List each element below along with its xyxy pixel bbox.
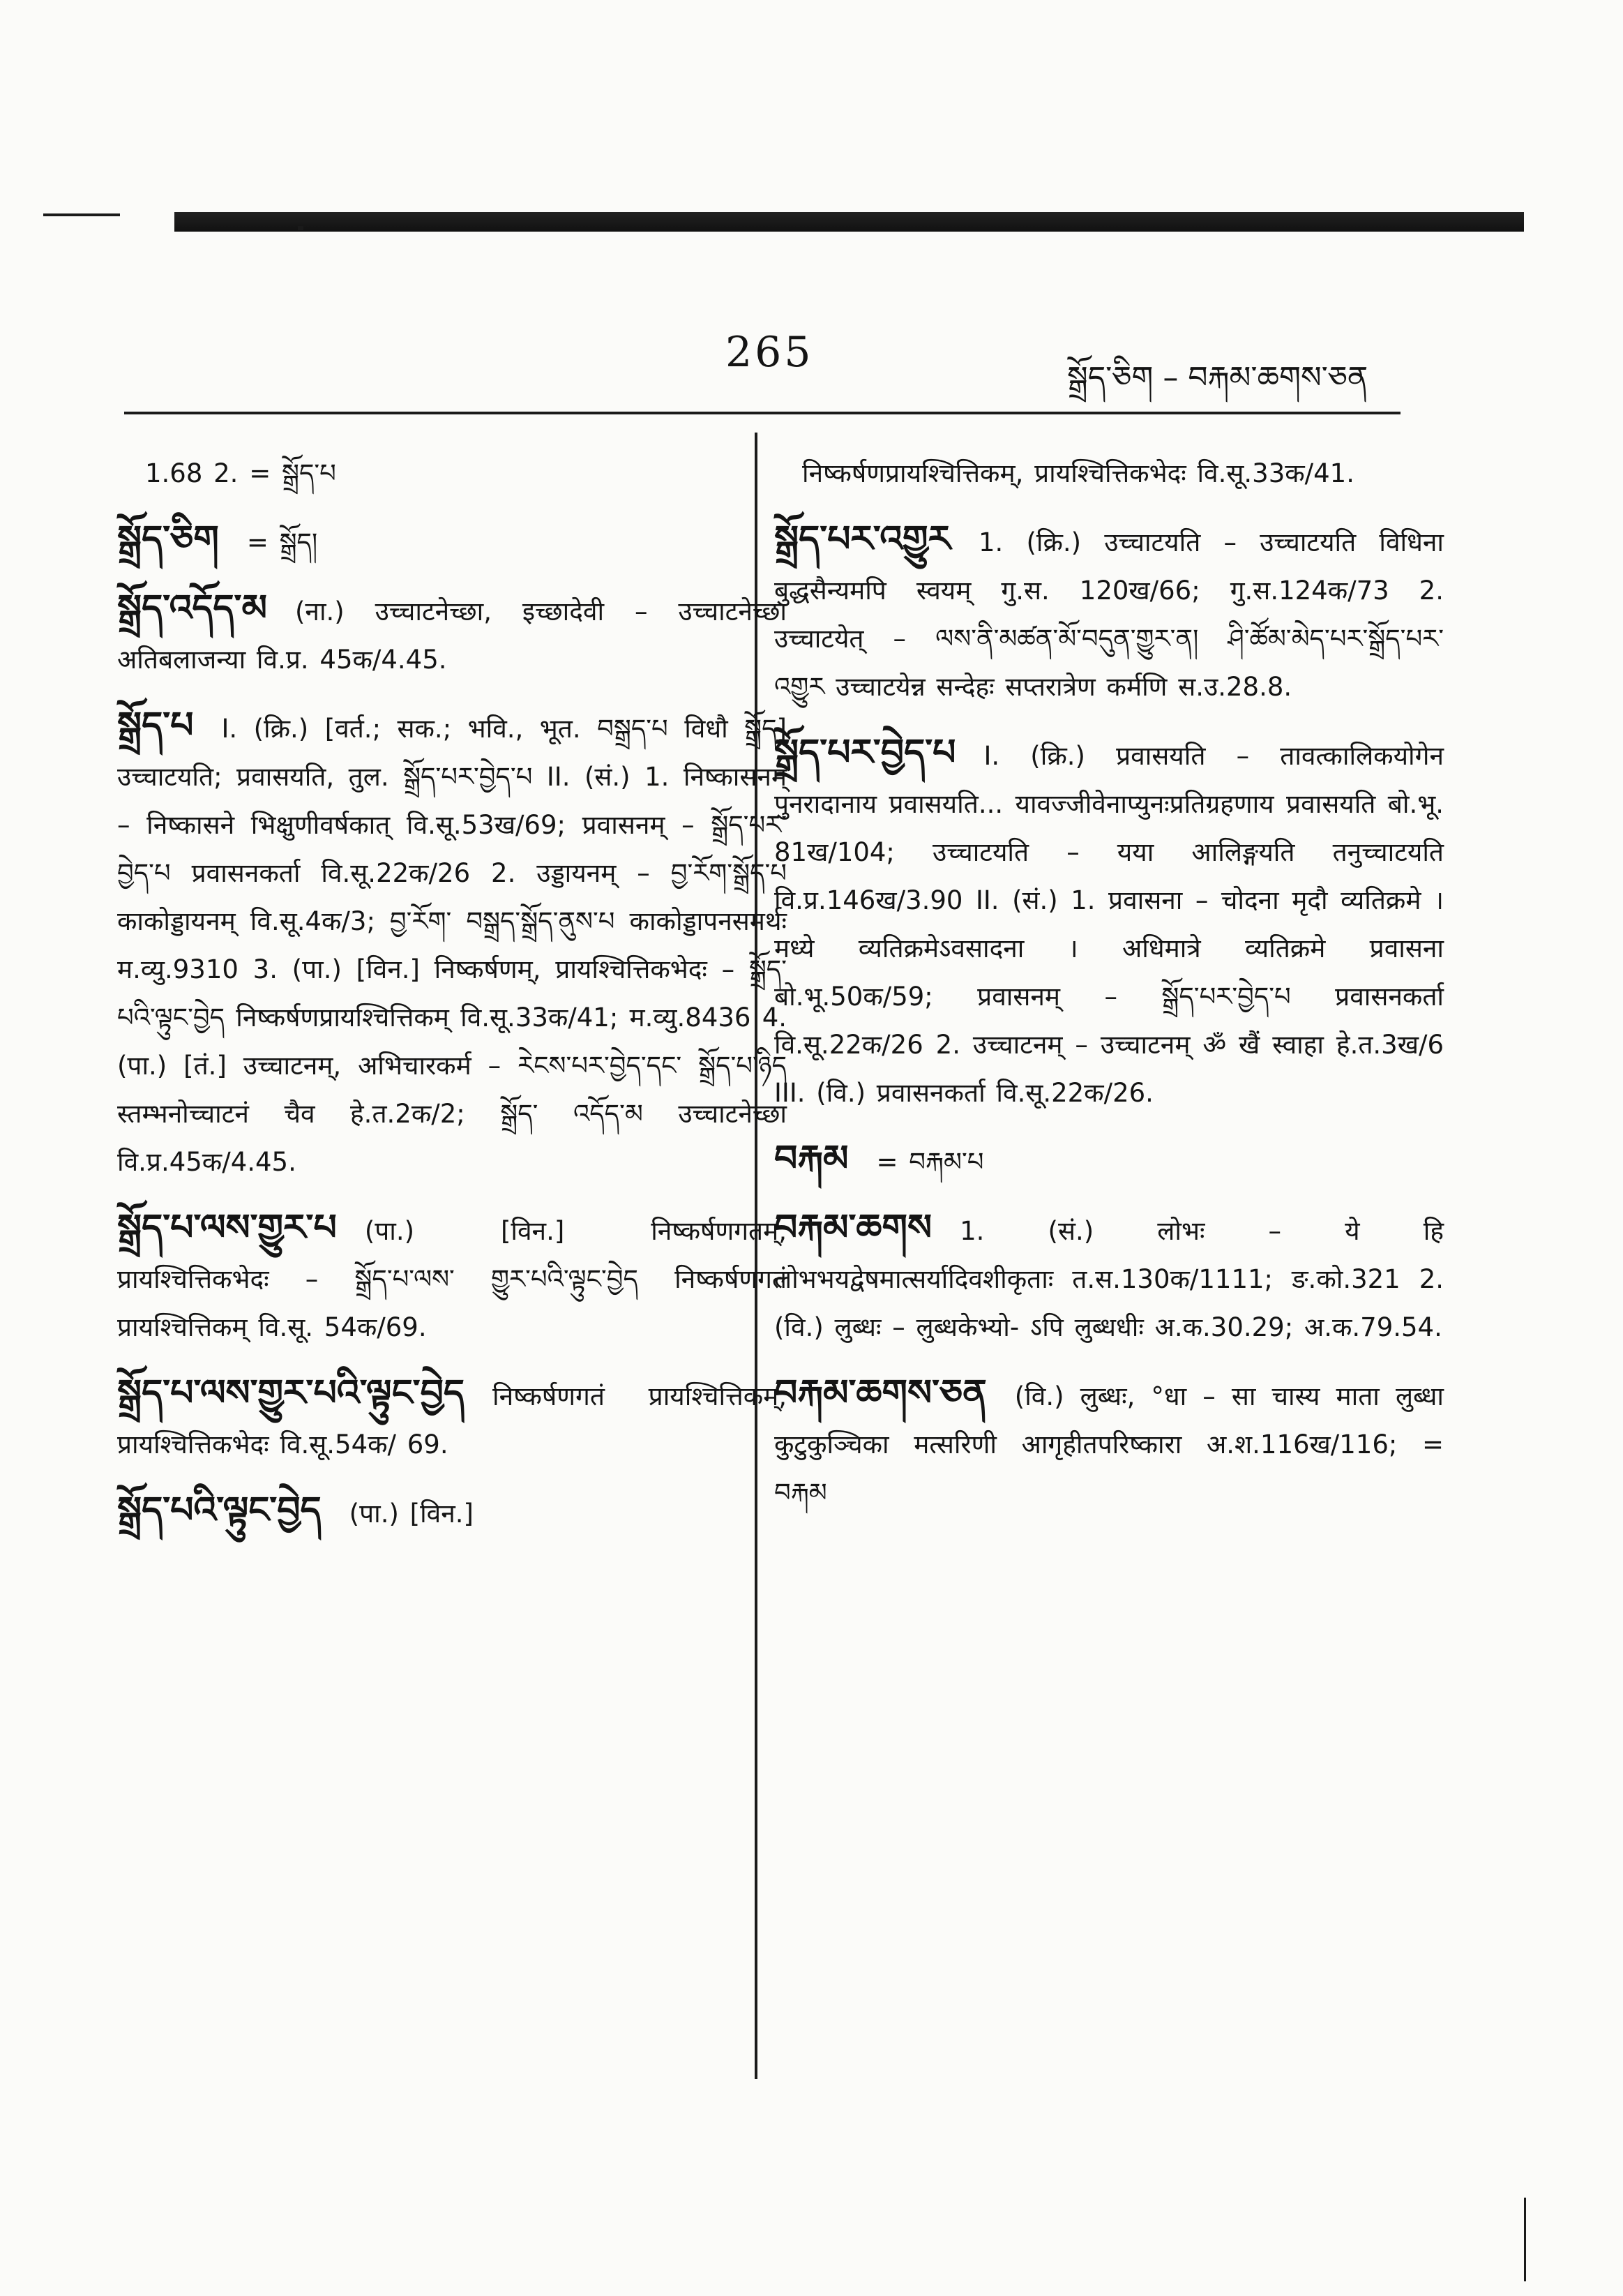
entry — [774, 729, 1444, 1117]
entry-body: 1.68 2. = སྒྲོད་པ — [145, 458, 336, 488]
headword: བརྐམ་ཆགས — [774, 1207, 933, 1249]
entry-body: निष्कर्षणप्रायश्चित्तिकम्, प्रायश्चित्तिकभेदः वि.सू.33क/41. — [802, 458, 1354, 488]
entry-body: (ना.) उच्चाटनेच्छा, इच्छादेवी – उच्चाटनेच्छा अतिबलाजन्या वि.प्र. 45क/4.45. — [117, 596, 787, 675]
entry-body: (पा.) [विन.] — [349, 1499, 474, 1529]
entry-body: = བརྐམ་པ — [876, 1147, 984, 1177]
entry — [117, 1370, 787, 1469]
top-dot — [298, 226, 303, 230]
entry — [117, 702, 787, 1186]
headword: སྒྲོད་པ་ལས་གྱུར་པའི་ལྟུང་བྱེད — [117, 1372, 465, 1414]
entry-body: 1. (क्रि.) उच्चाटयति – उच्चाटयति विधिना बुद्धसैन्यमपि स्वयम् गु.स. 120ख/66; गु.स.124क/73 2. उच्चाटयेत् – ལས་ནི་མཚན་མོ་བདུན་གྱུར་ན། ཤི་ཚོམ་མེད་པར་སྒྲོད་པར་ འགྱུར उच्चाटयेन्न सन्देहः सप्तरात्रेण कर्मणि स.उ.28.8. — [774, 527, 1444, 702]
entry — [117, 1487, 787, 1538]
entry — [117, 585, 787, 684]
entry-body: = སྒྲོད། — [246, 527, 318, 557]
entry — [774, 1135, 1444, 1186]
entry-body: 1. (सं.) लोभः – ये हि लोभभयद्वेषमात्सर्यादिवशीकृताः त.स.130क/1111; ङ.को.321 2. (वि.) लुब्धः – लुब्धकेभ्यो- ऽपि लुब्धधीः अ.क.30.29; अ.क.79.54. — [774, 1216, 1444, 1342]
left-column — [117, 447, 787, 1538]
headword: སྒྲོད་པ — [117, 705, 194, 746]
headword: སྒྲོད་པའི་ལྟུང་བྱེད — [117, 1490, 322, 1531]
scan-mark — [1524, 2198, 1526, 2281]
entry — [774, 1370, 1444, 1517]
headword: བརྐམ — [774, 1138, 849, 1180]
headword: སྒྲོད་པ་ལས་གྱུར་པ — [117, 1207, 337, 1249]
entry-body: (वि.) लुब्धः, °धा – सा चास्य माता लुब्धा कुटुकुञ्चिका मत्सरिणी आगृहीतपरिष्कारा अ.श.116ख/116; = བརྐམ — [774, 1381, 1444, 1508]
entry-body: I. (क्रि.) [वर्त.; सक.; भवि., भूत. བསྒྲད་པ विधौ སྒྲོད] उच्चाटयति; प्रवासयति, तुल. སྒྲོད་པར་བྱེད་པ II. (सं.) 1. निष्कासनम् – निष्कासने भिक्षुणीवर्षकात् वि.सू.53ख/69; प्रवासनम् – སྒྲོད་པར་བྱེད་པ प्रवासनकर्ता वि.सू.22क/26 2. उड्डायनम् – བྱ་རོག་སྒྲོད་པ काकोड्डायनम् वि.सू.4क/3; བྱ་རོག་ བསྒྲད་སྒྲོད་ནུས་པ काकोड्डापनसमर्थः म.व्यु.9310 3. (पा.) [विन.] निष्कर्षणम्, प्रायश्चित्तिकभेदः – སྒྲོད་པའི་ལྟུང་བྱེད निष्कर्षणप्रायश्चित्तिकम् वि.सू.33क/41; म.व्यु.8436 4. (पा.) [तं.] उच्चाटनम्, अभिचारकर्म – རེངས་པར་བྱེད་དང་ སྒྲོད་པ་ཉིད स्तम्भनोच्चाटनं चैव हे.त.2क/2; སྒྲོད་ འདོད་མ उच्चाटनेच्छा वि.प्र.45क/4.45. — [117, 714, 787, 1177]
headword: སྒྲོད་འདོད་མ — [117, 587, 267, 629]
running-head: སྒྲོད་ཅིག – བརྐམ་ཆགས་ཅན — [1067, 360, 1368, 396]
right-column — [774, 447, 1444, 1517]
entry — [774, 516, 1444, 711]
top-rule — [174, 212, 1524, 232]
entry-body: I. (क्रि.) प्रवासयति – तावत्कालिकयोगेन पुनरादानाय प्रवासयति... यावज्जीवेनाप्युनःप्रतिग्रहणाय प्रवासयति बो.भू. 81ख/104; उच्चाटयति – यया आलिङ्गयति तनुच्चाटयति वि.प्र.146ख/3.90 II. (सं.) 1. प्रवासना – चोदना मृदौ व्यतिक्रमे । मध्ये व्यतिक्रमेऽवसादना । अधिमात्रे व्यतिक्रमे प्रवासना बो.भू.50क/59; प्रवासनम् – སྒྲོད་པར་བྱེད་པ प्रवासनकर्ता वि.सू.22क/26 2. उच्चाटनम् – उच्चाटनम् ॐ खैं स्वाहा हे.त.3ख/6 III. (वि.) प्रवासनकर्ता वि.सू.22क/26. — [774, 741, 1444, 1108]
entry-body: निष्कर्षणगतं प्रायश्चित्तिकम्, प्रायश्चित्तिकभेदः वि.सू.54क/ 69. — [117, 1381, 787, 1460]
entry — [117, 447, 787, 497]
entry — [774, 447, 1444, 497]
top-dash — [43, 213, 120, 216]
headword: སྒྲོད་ཅིག — [117, 518, 219, 560]
entry — [117, 1204, 787, 1351]
headword: སྒྲོད་པར་འགྱུར — [774, 518, 951, 560]
entry — [117, 516, 787, 567]
headword: སྒྲོད་པར་བྱེད་པ — [774, 732, 956, 774]
page-number: 265 — [725, 328, 814, 377]
entry — [774, 1204, 1444, 1351]
header-rule — [124, 412, 1401, 414]
headword: བརྐམ་ཆགས་ཅན — [774, 1372, 987, 1414]
entry-body: (पा.) [विन.] निष्कर्षणगतम्, प्रायश्चित्तिकभेदः – སྒྲོད་པ་ལས་ གྱུར་པའི་ལྟུང་བྱེད निष्कर्षणगतं प्रायश्चित्तिकम् वि.सू. 54क/69. — [117, 1216, 787, 1342]
